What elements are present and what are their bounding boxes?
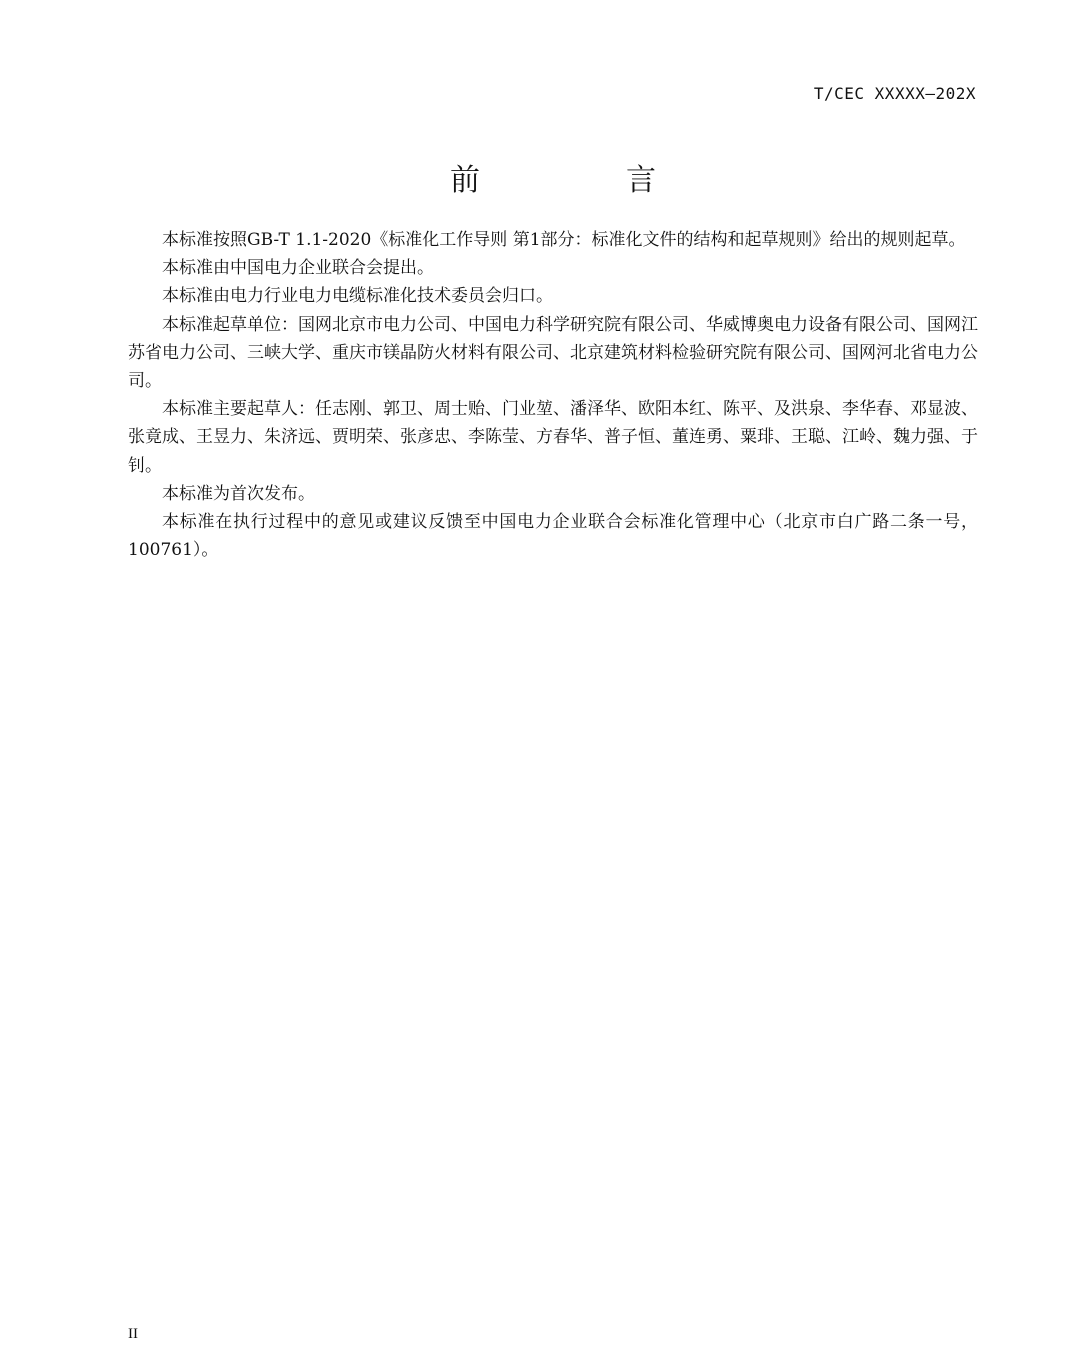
paragraph-drafting-units: 本标准起草单位：国网北京市电力公司、中国电力科学研究院有限公司、华威博奥电力设备有限公司、国网江苏省电力公司、三峡大学、重庆市镁晶防火材料有限公司、北京建筑材料检验研究院有限公司、国网河北省电力公司。 [128, 314, 978, 392]
paragraph-feedback: 本标准在执行过程中的意见或建议反馈至中国电力企业联合会标准化管理中心（北京市白广路二条一号，100761）。 [128, 512, 978, 561]
paragraph-first-release: 本标准为首次发布。 [162, 483, 315, 504]
paragraph-drafting-rules: 本标准按照GB-T 1.1-2020《标准化工作导则 第1部分：标准化文件的结构和起草规则》给出的规则起草。 [162, 230, 966, 250]
standard-code: T/CEC XXXXX—202X [813, 84, 976, 103]
page-number: II [128, 1326, 138, 1342]
preface-body [128, 226, 978, 564]
paragraph-proposer: 本标准由中国电力企业联合会提出。 [162, 258, 434, 279]
paragraph-drafters: 本标准主要起草人：任志刚、郭卫、周士贻、门业堃、潘泽华、欧阳本红、陈平、及洪泉、李华春、邓显波、张竟成、王昱力、朱济远、贾明荣、张彦忠、李陈莹、方春华、普子恒、董连勇、粟琲、王聪、江岭、魏力强、于钊。 [128, 399, 978, 476]
paragraph-committee: 本标准由电力行业电力电缆标准化技术委员会归口。 [162, 286, 553, 307]
page-title: 前 言 [450, 163, 714, 198]
